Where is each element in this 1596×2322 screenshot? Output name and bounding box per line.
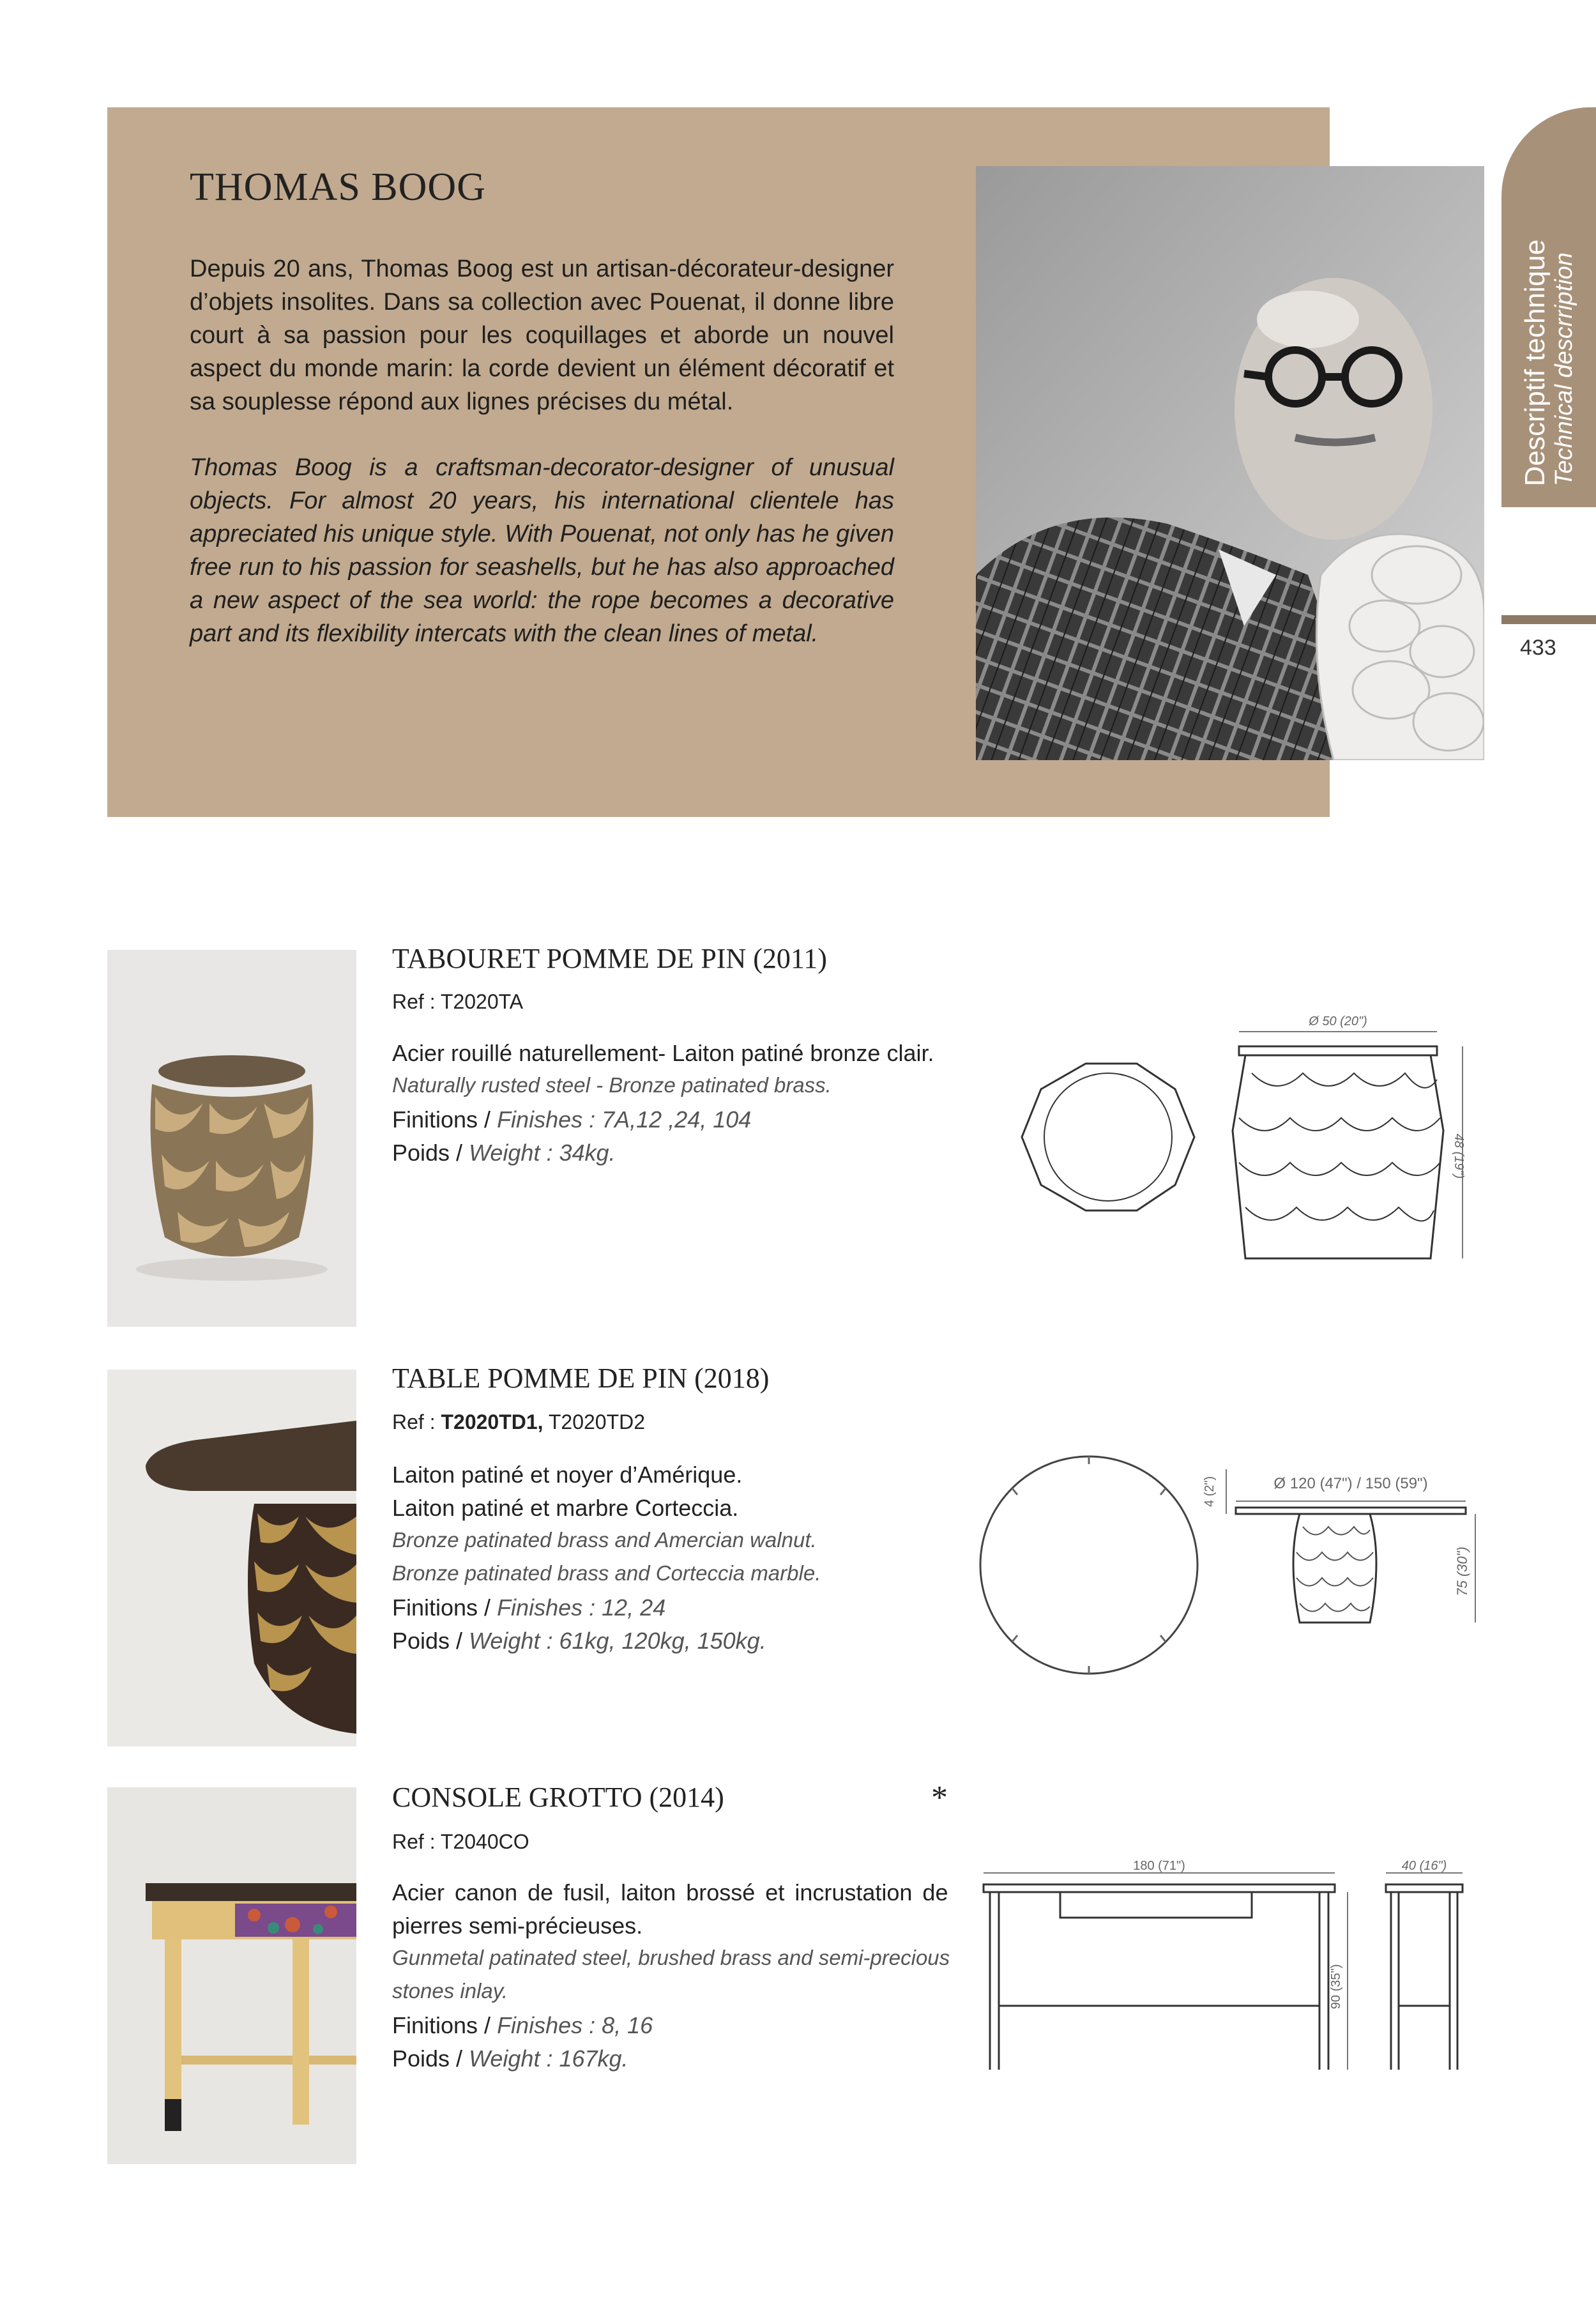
product-desc-fr-1-console [392,1879,946,1906]
product-ref-tabouret [392,990,523,1014]
section-side-tab-labels [1501,107,1596,507]
weight-label: Poids / [392,2045,469,2072]
product-finishes-console [392,2012,653,2039]
product-desc-en-1-table: Bronze patinated brass and Amercian walnut. [392,1528,817,1552]
technical-drawing-table [974,1444,1485,1686]
product-desc-en-1-console: Gunmetal patinated steel, brushed brass and semi-precious [392,1946,950,1969]
dim-height-console: 90 (35") [1329,1964,1343,2010]
side-divider-bar [1501,615,1596,624]
weight-value: Weight : 167kg. [469,2045,628,2072]
ref-label: Ref : [392,990,441,1013]
dim-width-console: 180 (71") [1133,1859,1185,1873]
weight-value: Weight : 34kg. [469,1140,616,1166]
product-weight-tabouret [392,1140,616,1166]
section-label-english: Technical descrription [1551,252,1577,487]
section-label-french: Descriptif technique [1519,239,1551,487]
finishes-label: Finitions / [392,1106,498,1133]
weight-label: Poids / [392,1140,469,1166]
desc-fr-line-1: Acier canon de fusil, laiton brossé et incrustation de [392,1879,948,1906]
finishes-value: Finishes : 12, 24 [497,1594,666,1621]
finishes-label: Finitions / [392,2012,498,2038]
ref-value-bold: T2020TD1, [441,1410,543,1433]
product-title-table: TABLE POMME DE PIN (2018) [392,1363,770,1394]
finishes-label: Finitions / [392,1594,498,1621]
dim-height-tabouret: 48 (19") [1452,1133,1466,1179]
dim-diameter-tabouret: Ø 50 (20") [1309,1014,1367,1028]
ref-value: T2040CO [440,1830,529,1853]
dim-top-table: 4 (2") [1203,1476,1217,1508]
product-photo-table [107,1370,356,1746]
ref-value: T2020TD2 [543,1410,646,1433]
product-finishes-table [392,1594,665,1621]
product-desc-en-2-console: stones inlay. [392,1979,508,2003]
product-weight-console [392,2045,628,2072]
dim-height-table: 75 (30") [1454,1547,1470,1596]
page-number: 433 [1520,636,1556,660]
product-title-console: CONSOLE GROTTO (2014) [392,1782,724,1813]
product-desc-fr-2-table: Laiton patiné et marbre Corteccia. [392,1495,739,1521]
product-photo-console [107,1787,356,2164]
product-desc-en-2-table: Bronze patinated brass and Corteccia marble. [392,1561,821,1585]
technical-drawing-console [977,1859,1482,2082]
ref-label: Ref : [392,1830,441,1853]
weight-value: Weight : 61kg, 120kg, 150kg. [469,1628,766,1654]
designer-name-heading: THOMAS BOOG [190,165,486,209]
bio-text-french: Depuis 20 ans, Thomas Boog est un artisan-décorateur-designer d’objets insolites. Dans sa collection avec Pouenat, il donne libre court à sa passion pour les coquillages et aborde un nouvel aspect du monde marin: la corde devient un élément décoratif et sa souplesse répond aux lignes précises du métal. [190,256,894,415]
finishes-value: Finishes : 7A,12 ,24, 104 [497,1106,752,1133]
technical-drawing-tabouret [977,1003,1482,1271]
product-desc-fr-2-console: pierres semi-précieuses. [392,1913,643,1939]
asterisk-mark: * [931,1780,948,1816]
product-desc-en-tabouret: Naturally rusted steel - Bronze patinated brass. [392,1073,832,1097]
product-weight-table [392,1628,766,1654]
weight-label: Poids / [392,1628,469,1654]
product-ref-table [392,1410,645,1434]
product-photo-tabouret [107,950,356,1327]
designer-portrait-photo [976,166,1484,760]
ref-label: Ref : [392,1410,441,1433]
product-finishes-tabouret [392,1106,751,1133]
ref-value: T2020TA [440,990,524,1013]
dim-diameter-table: Ø 120 (47") / 150 (59") [1273,1475,1428,1492]
product-desc-fr-1-table: Laiton patiné et noyer d’Amérique. [392,1462,743,1488]
dim-depth-console: 40 (16") [1401,1859,1447,1873]
product-desc-fr-tabouret: Acier rouillé naturellement- Laiton patiné bronze clair. [392,1040,934,1066]
bio-text-english: Thomas Boog is a craftsman-decorator-designer of unusual objects. For almost 20 years, his international clientele has appreciated his unique style. With Pouenat, not only has he given free run to his passion for seashells, but he has also approached a new aspect of the sea world: the rope becomes a decorative part and its flexibility intercats with the clean lines of metal. [190,454,894,647]
product-ref-console [392,1830,529,1854]
finishes-value: Finishes : 8, 16 [497,2012,653,2038]
product-title-tabouret: TABOURET POMME DE PIN (2011) [392,943,827,974]
